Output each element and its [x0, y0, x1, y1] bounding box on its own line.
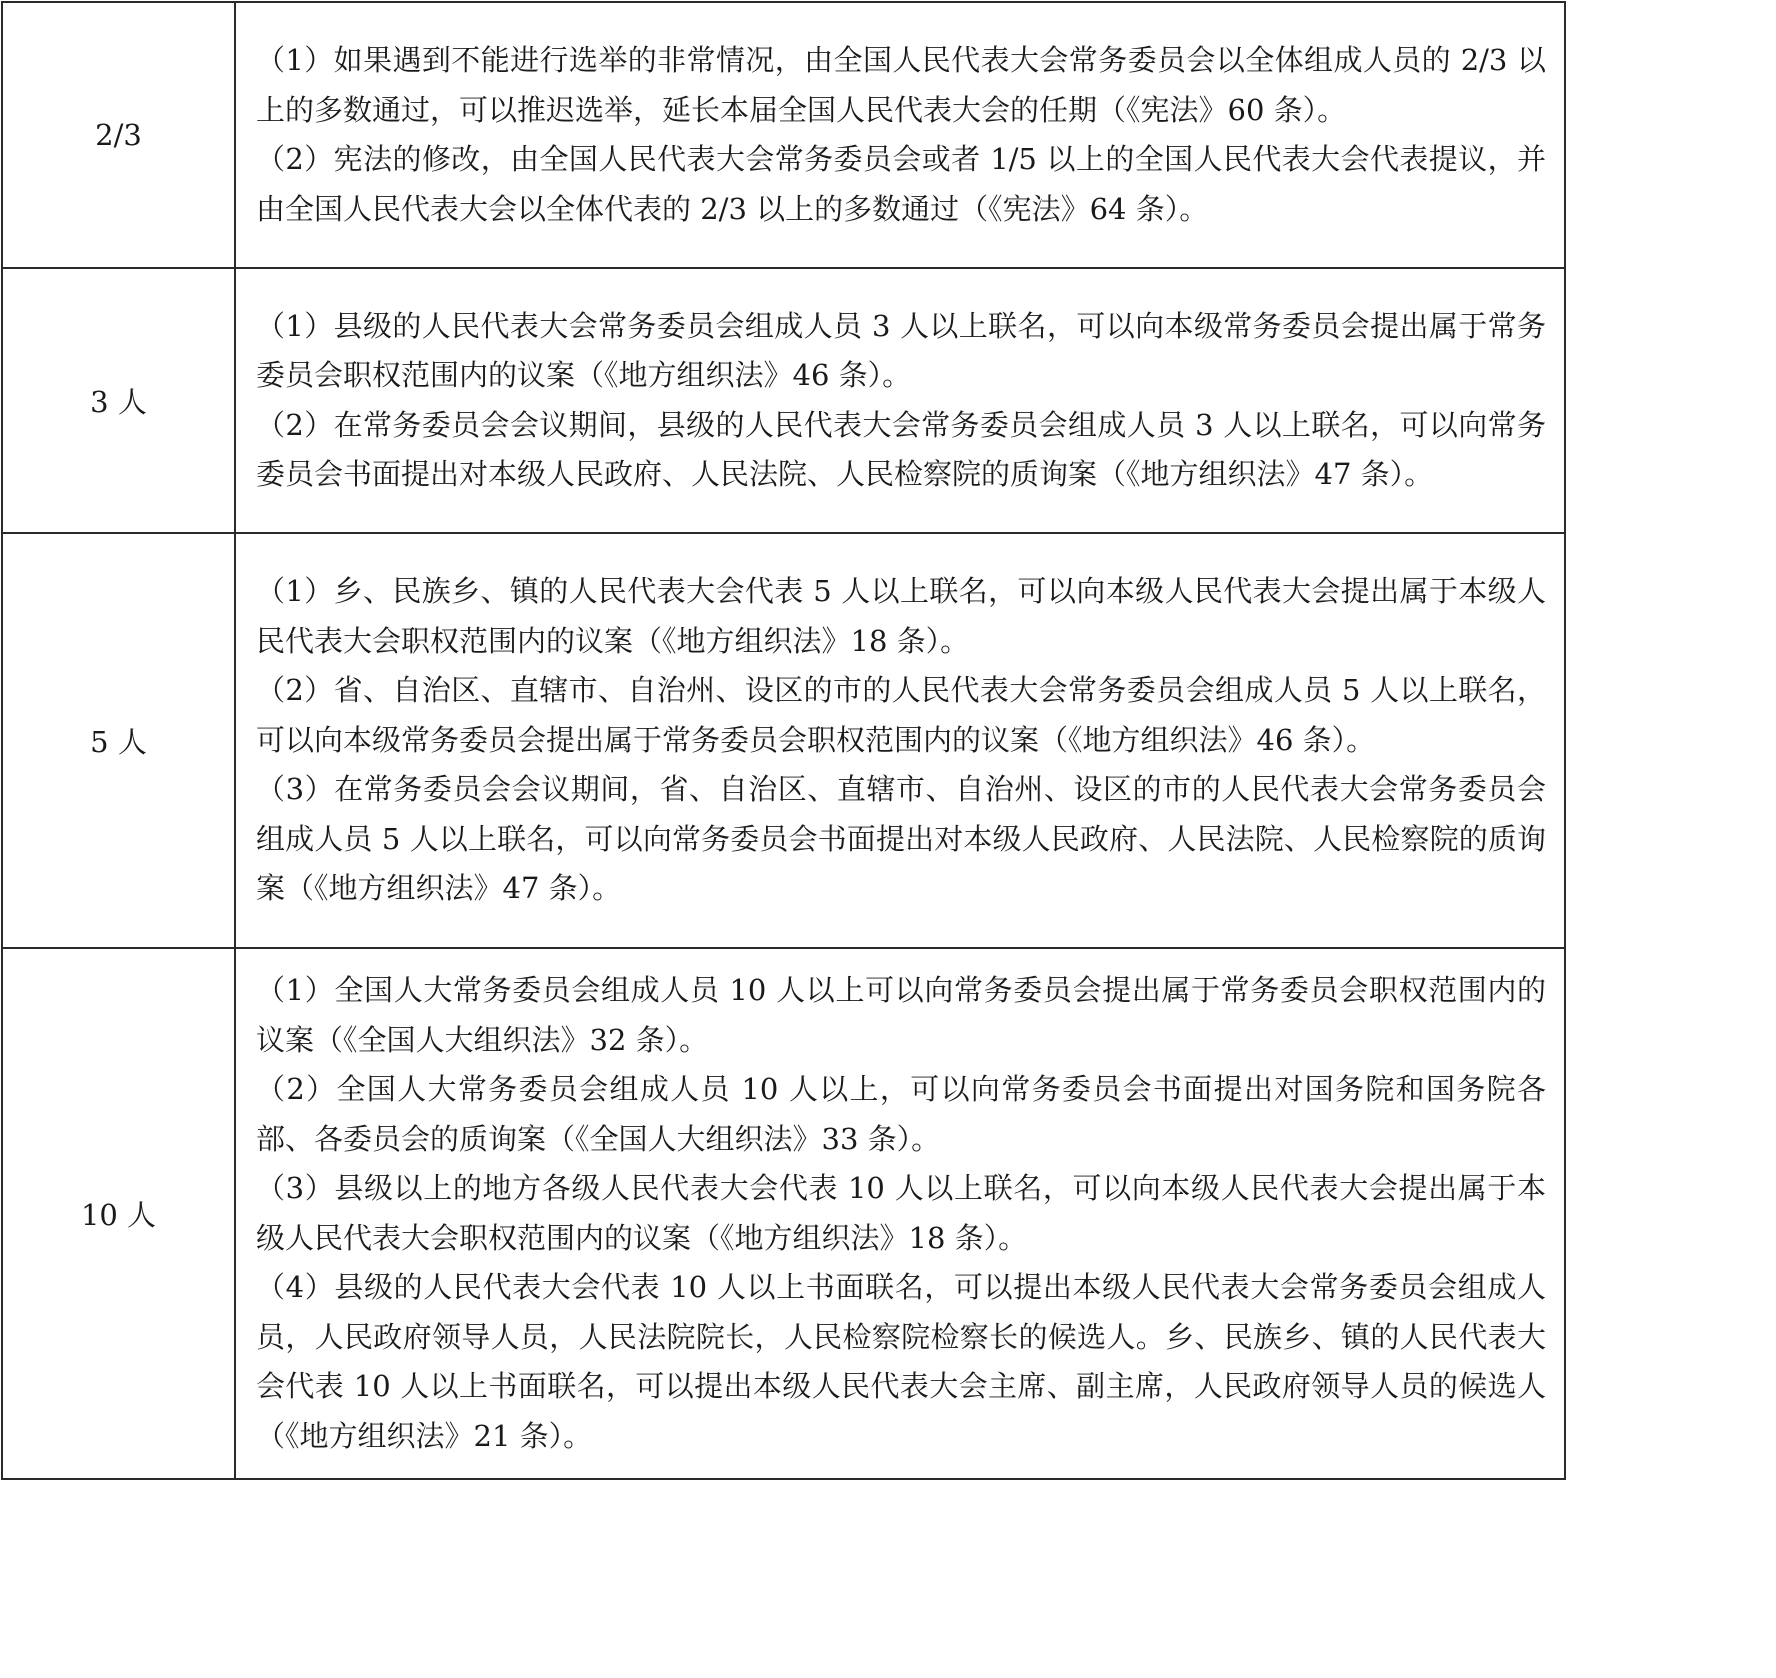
law-threshold-table — [1, 1, 1566, 1480]
provisions-cell — [235, 268, 1565, 533]
provision-clause: （2）省、自治区、直辖市、自治州、设区的市的人民代表大会常务委员会组成人员 5 人以上联名，可以向本级常务委员会提出属于常务委员会职权范围内的议案（《地方组织法》46 条）。 — [256, 673, 1546, 757]
provision-clause: （1）全国人大常务委员会组成人员 10 人以上可以向常务委员会提出属于常务委员会职权范围内的议案（《全国人大组织法》32 条）。 — [256, 973, 1546, 1057]
table-row — [2, 268, 1565, 533]
table-row — [2, 533, 1565, 948]
provision-clause: （2）在常务委员会会议期间，县级的人民代表大会常务委员会组成人员 3 人以上联名，可以向常务委员会书面提出对本级人民政府、人民法院、人民检察院的质询案（《地方组织法》47 条）。 — [256, 407, 1546, 491]
provision-clause: （1）乡、民族乡、镇的人民代表大会代表 5 人以上联名，可以向本级人民代表大会提出属于本级人民代表大会职权范围内的议案（《地方组织法》18 条）。 — [256, 574, 1546, 658]
threshold-cell: 10 人 — [2, 948, 235, 1479]
provision-clause: （2）全国人大常务委员会组成人员 10 人以上，可以向常务委员会书面提出对国务院和国务院各部、各委员会的质询案（《全国人大组织法》33 条）。 — [256, 1072, 1546, 1156]
threshold-cell: 5 人 — [2, 533, 235, 948]
table-row — [2, 948, 1565, 1479]
provision-clause: （4）县级的人民代表大会代表 10 人以上书面联名，可以提出本级人民代表大会常务委员会组成人员，人民政府领导人员，人民法院院长，人民检察院检察长的候选人。乡、民族乡、镇的人民代表大会代表 10 人以上书面联名，可以提出本级人民代表大会主席、副主席，人民政府领导人员的候选人（《地方组织法》21 条）。 — [256, 1270, 1546, 1453]
table-row — [2, 2, 1565, 268]
provision-clause: （2）宪法的修改，由全国人民代表大会常务委员会或者 1/5 以上的全国人民代表大会代表提议，并由全国人民代表大会以全体代表的 2/3 以上的多数通过（《宪法》64 条）。 — [256, 142, 1546, 226]
provisions-cell — [235, 2, 1565, 268]
provision-clause: （1）如果遇到不能进行选举的非常情况，由全国人民代表大会常务委员会以全体组成人员的 2/3 以上的多数通过，可以推迟选举，延长本届全国人民代表大会的任期（《宪法》60 条）。 — [256, 43, 1546, 127]
provisions-cell — [235, 948, 1565, 1479]
threshold-cell: 2/3 — [2, 2, 235, 268]
threshold-cell: 3 人 — [2, 268, 235, 533]
provision-clause: （3）县级以上的地方各级人民代表大会代表 10 人以上联名，可以向本级人民代表大会提出属于本级人民代表大会职权范围内的议案（《地方组织法》18 条）。 — [256, 1171, 1546, 1255]
provision-clause: （1）县级的人民代表大会常务委员会组成人员 3 人以上联名，可以向本级常务委员会提出属于常务委员会职权范围内的议案（《地方组织法》46 条）。 — [256, 308, 1546, 392]
provisions-cell — [235, 533, 1565, 948]
provision-clause: （3）在常务委员会会议期间，省、自治区、直辖市、自治州、设区的市的人民代表大会常务委员会组成人员 5 人以上联名，可以向常务委员会书面提出对本级人民政府、人民法院、人民检察院的质询案（《地方组织法》47 条）。 — [256, 772, 1546, 906]
